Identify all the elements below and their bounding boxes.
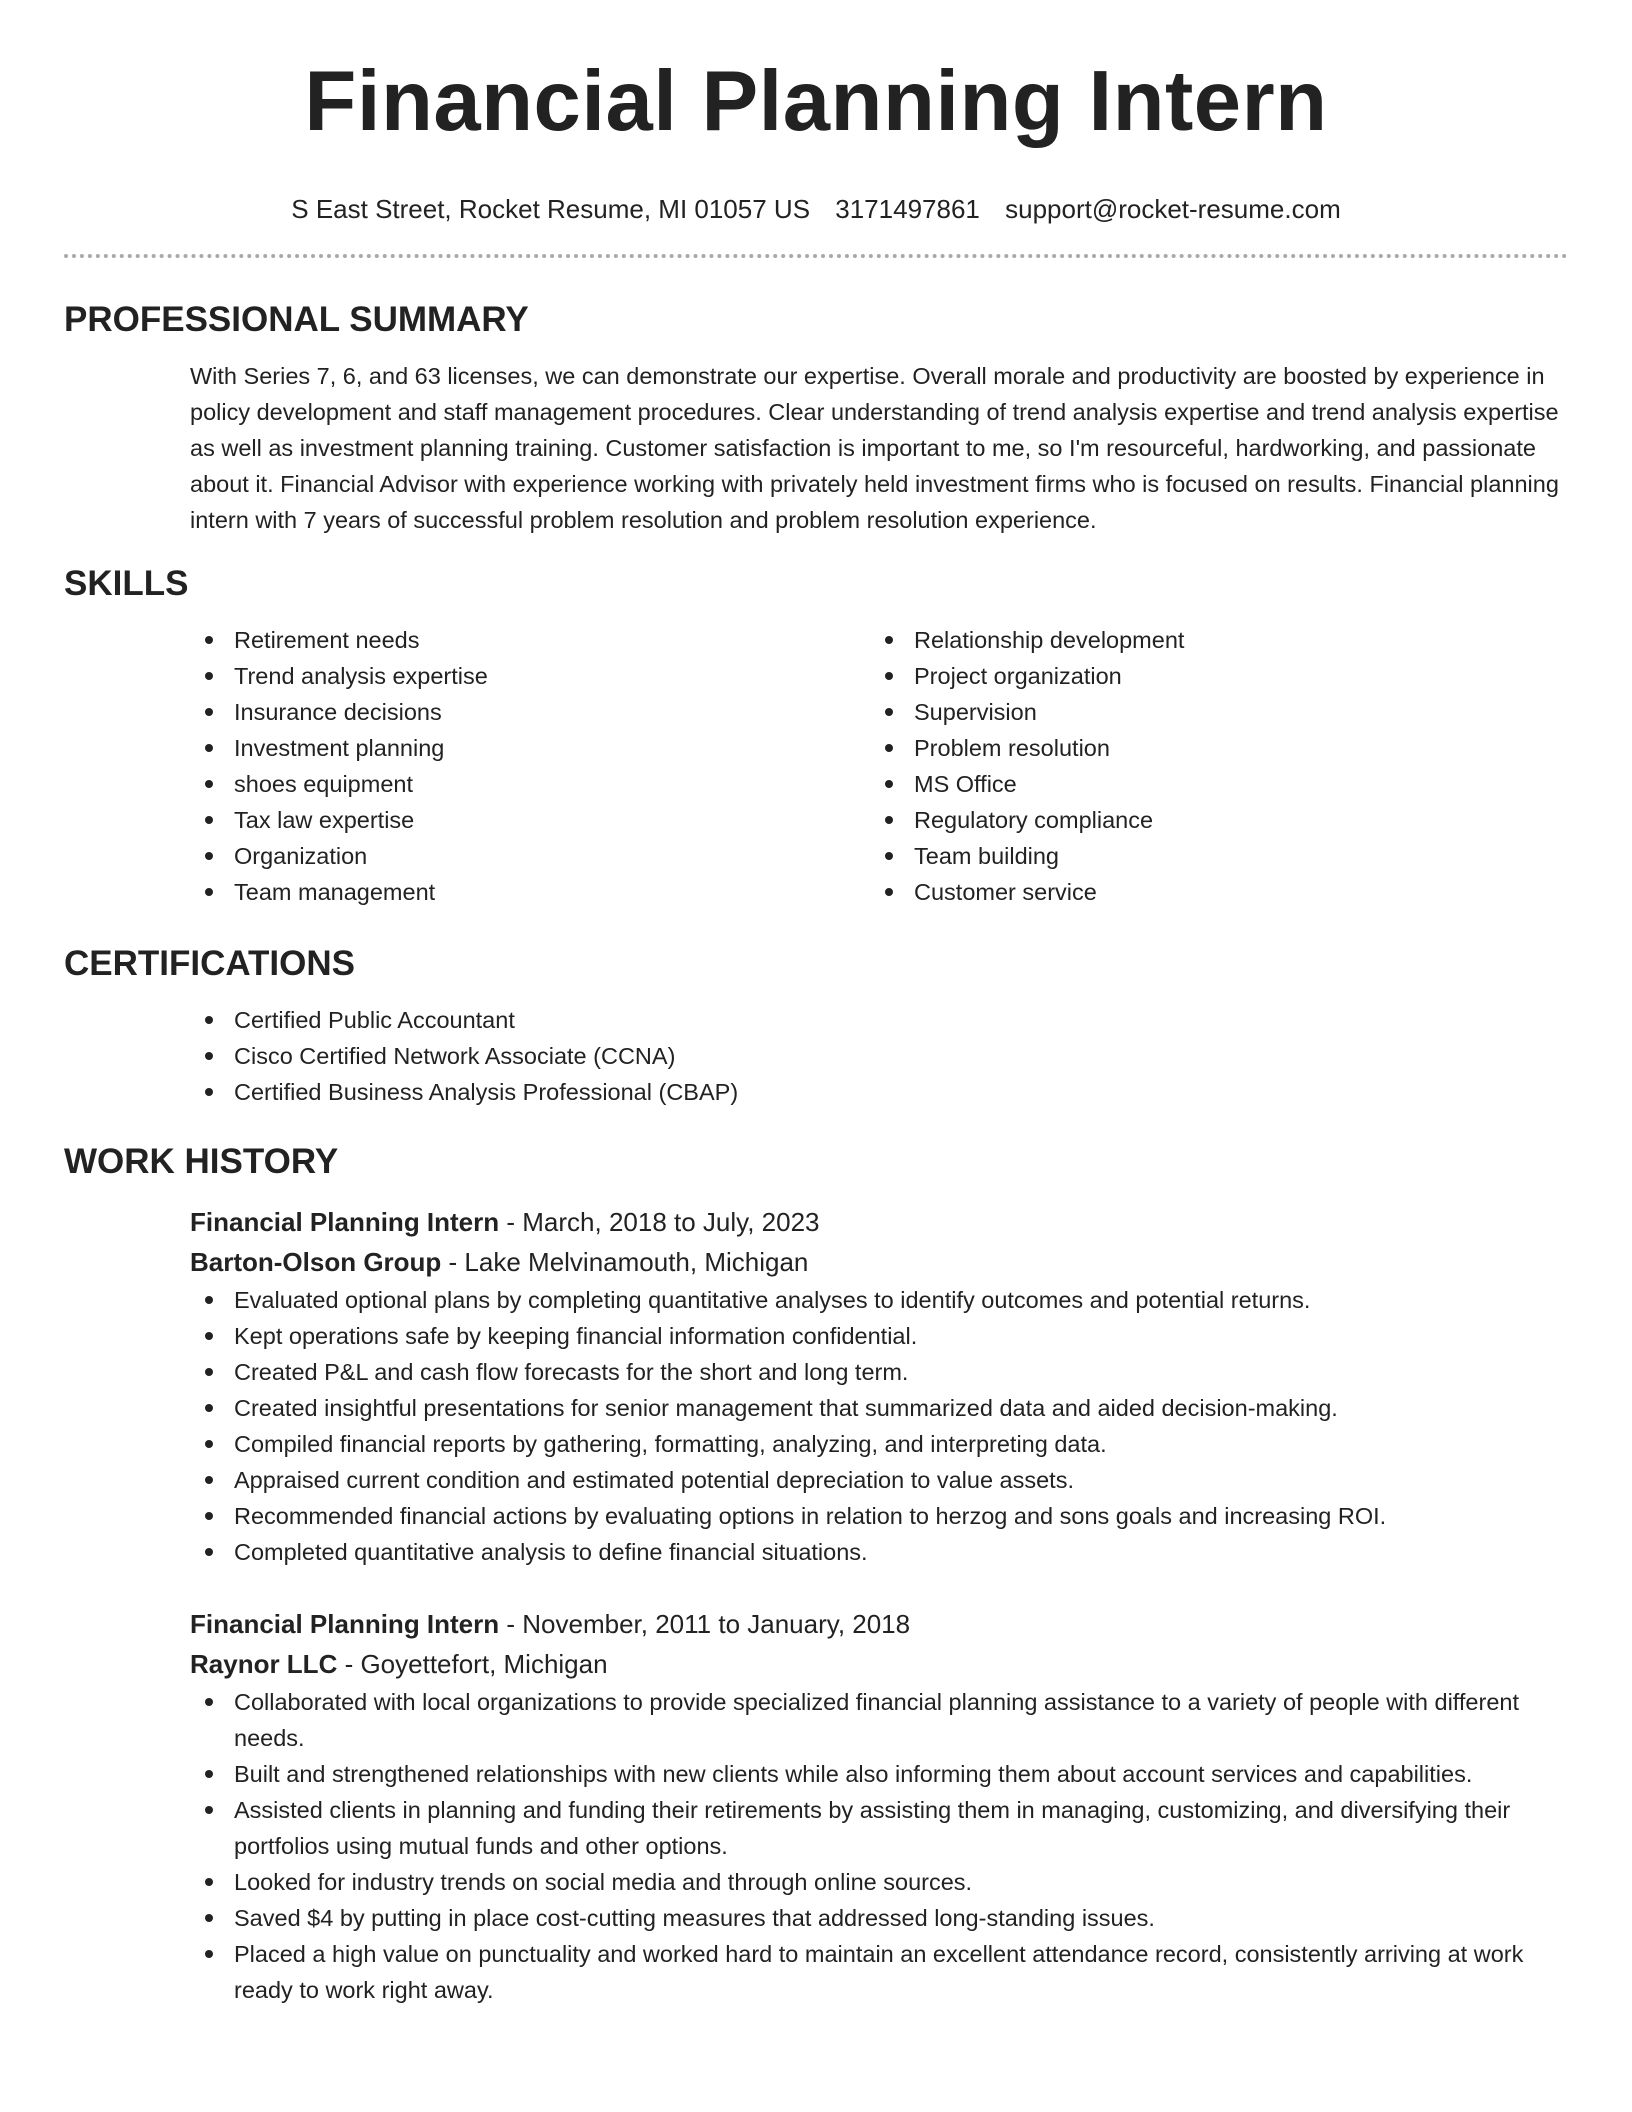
skill-item: Problem resolution	[870, 730, 1550, 766]
job-bullet: Created insightful presentations for senior management that summarized data and aided decision-making.	[190, 1390, 1568, 1426]
skill-item: Tax law expertise	[190, 802, 870, 838]
job-bullet: Compiled financial reports by gathering, formatting, analyzing, and interpreting data.	[190, 1426, 1568, 1462]
skill-item: Project organization	[870, 658, 1550, 694]
skills-column-left	[190, 622, 870, 910]
skill-item: Regulatory compliance	[870, 802, 1550, 838]
skills-grid	[64, 622, 1568, 910]
certifications-list-wrapper	[64, 1002, 1568, 1110]
job-title-line	[190, 1202, 1568, 1242]
job-dates: - March, 2018 to July, 2023	[499, 1207, 820, 1237]
job-bullet: Recommended financial actions by evaluating options in relation to herzog and sons goals and increasing ROI.	[190, 1498, 1568, 1534]
contact-email: support@rocket-resume.com	[1005, 194, 1341, 224]
summary-text: With Series 7, 6, and 63 licenses, we can demonstrate our expertise. Overall morale and productivity are boosted by experience in policy development and staff management procedures. Clear understanding of trend analysis expertise and trend analysis expertise as well as investment planning training. Customer satisfaction is important to me, so I'm resourceful, hardworking, and passionate about it. Financial Advisor with experience working with privately held investment firms who is focused on results. Financial planning intern with 7 years of successful problem resolution and problem resolution experience.	[190, 363, 1559, 533]
skill-item: Insurance decisions	[190, 694, 870, 730]
job-company-line	[190, 1644, 1568, 1684]
job-bullet: Evaluated optional plans by completing quantitative analyses to identify outcomes and potential returns.	[190, 1282, 1568, 1318]
skill-item: Trend analysis expertise	[190, 658, 870, 694]
certification-item: Cisco Certified Network Associate (CCNA)	[190, 1038, 1568, 1074]
skills-column-right	[870, 622, 1550, 910]
job-bullet: Created P&L and cash flow forecasts for the short and long term.	[190, 1354, 1568, 1390]
skills-section	[64, 562, 1568, 910]
job-company: Barton-Olson Group	[190, 1247, 442, 1277]
resume-name: Financial Planning Intern	[304, 54, 1328, 149]
skill-item: Organization	[190, 838, 870, 874]
job-bullet: Assisted clients in planning and funding their retirements by assisting them in managing, customizing, and diversifying their portfolios using mutual funds and other options.	[190, 1792, 1568, 1864]
certifications-list	[190, 1002, 1568, 1110]
skill-item: Supervision	[870, 694, 1550, 730]
job-bullets	[190, 1684, 1568, 2008]
skill-item: shoes equipment	[190, 766, 870, 802]
skill-item: MS Office	[870, 766, 1550, 802]
contact-line	[64, 192, 1568, 226]
skill-item: Team building	[870, 838, 1550, 874]
contact-phone: 3171497861	[835, 194, 980, 224]
skill-item: Relationship development	[870, 622, 1550, 658]
skill-item: Team management	[190, 874, 870, 910]
work-history-section	[64, 1140, 1568, 2008]
professional-summary-section	[64, 298, 1568, 538]
section-title-summary: PROFESSIONAL SUMMARY	[64, 300, 529, 339]
certification-item: Certified Business Analysis Professional (CBAP)	[190, 1074, 1568, 1110]
job-bullet: Placed a high value on punctuality and worked hard to maintain an excellent attendance record, consistently arriving at work ready to work right away.	[190, 1936, 1568, 2008]
job-bullet: Kept operations safe by keeping financial information confidential.	[190, 1318, 1568, 1354]
job-title-line	[190, 1604, 1568, 1644]
job-role: Financial Planning Intern	[190, 1207, 500, 1237]
skill-item: Retirement needs	[190, 622, 870, 658]
job-dates: - November, 2011 to January, 2018	[499, 1609, 911, 1639]
section-title-certifications: CERTIFICATIONS	[64, 944, 356, 983]
job-entry	[64, 1604, 1568, 2008]
header-divider	[64, 254, 1568, 258]
job-bullet: Looked for industry trends on social media and through online sources.	[190, 1864, 1568, 1900]
section-title-work-history: WORK HISTORY	[64, 1142, 339, 1181]
job-bullet: Completed quantitative analysis to define financial situations.	[190, 1534, 1568, 1570]
contact-address: S East Street, Rocket Resume, MI 01057 US	[291, 194, 811, 224]
job-company: Raynor LLC	[190, 1649, 338, 1679]
section-title-skills: SKILLS	[64, 564, 189, 603]
job-role: Financial Planning Intern	[190, 1609, 500, 1639]
skill-item: Customer service	[870, 874, 1550, 910]
job-company-line	[190, 1242, 1568, 1282]
skill-item: Investment planning	[190, 730, 870, 766]
certification-item: Certified Public Accountant	[190, 1002, 1568, 1038]
job-location: - Goyettefort, Michigan	[337, 1649, 608, 1679]
job-bullet: Saved $4 by putting in place cost-cutting measures that addressed long-standing issues.	[190, 1900, 1568, 1936]
job-bullet: Appraised current condition and estimated potential depreciation to value assets.	[190, 1462, 1568, 1498]
job-bullet: Built and strengthened relationships with new clients while also informing them about account services and capabilities.	[190, 1756, 1568, 1792]
job-entry	[64, 1202, 1568, 1570]
job-bullet: Collaborated with local organizations to provide specialized financial planning assistance to a variety of people with different needs.	[190, 1684, 1568, 1756]
certifications-section	[64, 942, 1568, 1110]
job-bullets	[190, 1282, 1568, 1570]
job-location: - Lake Melvinamouth, Michigan	[441, 1247, 809, 1277]
